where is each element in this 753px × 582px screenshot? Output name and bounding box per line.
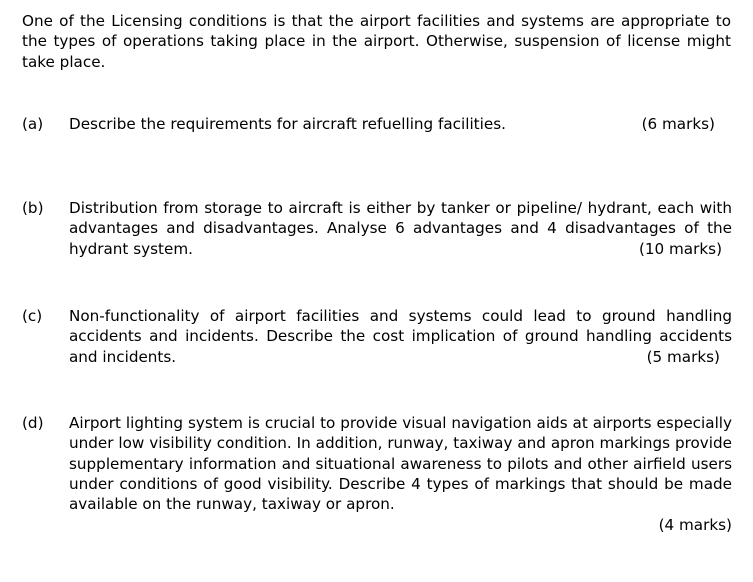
question-label: (a) xyxy=(22,115,44,133)
question-marks: (6 marks) xyxy=(641,115,715,133)
question-text: Non-functionality of airport facilities and systems could lead to ground handling accidents and incidents. Describe the cost implication of ground handling accidents and incidents. xyxy=(69,307,732,366)
question-text: Airport lighting system is crucial to provide visual navigation aids at airports especially under low visibility condition. In addition, runway, taxiway and apron markings provide supplementary information and situational awareness to pilots and other airfield users under conditions of good visibility. Describe 4 types of markings that should be made available on the runway, taxiway or apron. xyxy=(69,414,732,514)
question-label: (b) xyxy=(22,199,44,217)
question-body xyxy=(69,306,732,367)
question-body xyxy=(69,114,732,134)
question-marks: (4 marks) xyxy=(658,515,732,534)
question-marks: (10 marks) xyxy=(638,239,722,258)
question-text: Describe the requirements for aircraft refuelling facilities. xyxy=(69,115,506,133)
question-body xyxy=(69,198,732,259)
question-label: (c) xyxy=(22,307,43,325)
question-text: Distribution from storage to aircraft is either by tanker or pipeline/ hydrant, each with advantages and disadvantages. Analyse 6 advantages and 4 disadvantages of the hydrant system. xyxy=(69,199,732,258)
question-label: (d) xyxy=(22,414,44,432)
intro-paragraph: One of the Licensing conditions is that the airport facilities and systems are appropriate to the types of operations taking place in the airport. Otherwise, suspension of license might take place. xyxy=(22,12,731,71)
question-marks: (5 marks) xyxy=(646,347,720,366)
question-body xyxy=(69,413,732,534)
